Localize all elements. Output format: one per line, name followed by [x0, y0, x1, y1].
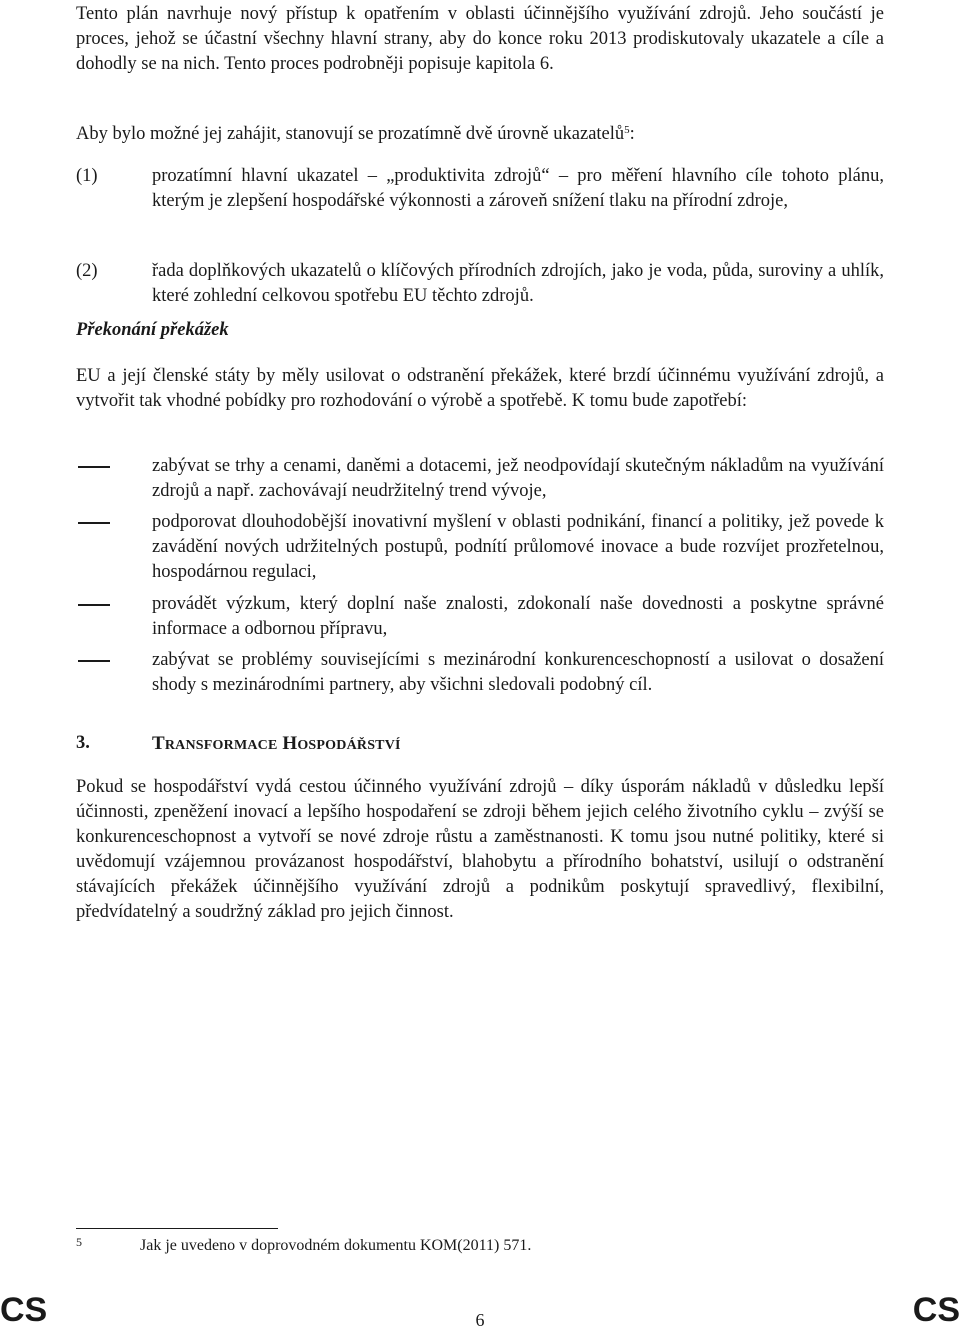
- footnote-number: 5: [76, 1235, 82, 1249]
- footnote-text: Jak je uvedeno v doprovodném dokumentu KOM(2011) 571.: [140, 1237, 532, 1254]
- barriers-heading: Překonání překážek: [76, 320, 229, 340]
- bullet-text: zabývat se trhy a cenami, daněmi a dotacemi, jež neodpovídají skutečným nákladům na využívání zdrojů a např. zachovávají neudržitelný trend vývoje,: [152, 456, 884, 501]
- intro-paragraph: Tento plán navrhuje nový přístup k opatřením v oblasti účinnějšího využívání zdrojů. Jeho součástí je proces, jehož se účastní všechny hlavní strany, aby do konce roku 2013 prodiskutovaly ukazatele a cíle a dohodly se na nich. Tento proces podrobněji popisuje kapitola 6.: [76, 4, 884, 74]
- numbered-item-label: (2): [76, 261, 98, 281]
- bullet-text: provádět výzkum, který doplní naše znalosti, zdokonalí naše dovednosti a poskytne správné informace a odbornou přípravu,: [152, 594, 884, 639]
- section-title-cap: T: [152, 733, 165, 754]
- dash-bullet-icon: [78, 522, 110, 524]
- bullet-text: podporovat dlouhodobější inovativní myšlení v oblasti podnikání, financí a politiky, jež povede k zavádění nových udržitelných postupů, podnítí průlomové inovace a bude rozvíjet prozřetelnou, hospodárnou regulaci,: [152, 512, 884, 582]
- footnote-separator: [76, 1228, 278, 1229]
- indicators-intro-suffix: :: [629, 124, 635, 144]
- section-paragraph: Pokud se hospodářství vydá cestou účinného využívání zdrojů – díky úsporám nákladů v důsledku lepší účinnosti, zpeněžení inovací a lepšího hospodaření se zdroji během jejich celého životního cyklu – zvýší se konkurenceschopnost a vytvoří se nové zdroje růstu a zaměstnanosti. K tomu jsou nutné politiky, které si uvědomují vzájemnou provázanost hospodářství, blahobytu a přírodního bohatství, usilují o odstranění stávajících překážek účinnějšího využívání zdrojů a podnikům poskytují spravedlivý, flexibilní, předvídatelný a soudržný základ pro jejich činnost.: [76, 777, 884, 922]
- numbered-item-text: prozatímní hlavní ukazatel – „produktivita zdrojů“ – pro měření hlavního cíle tohoto plánu, kterým je zlepšení hospodářské výkonnosti a zároveň snížení tlaku na přírodní zdroje,: [152, 166, 884, 211]
- footer-language-left: CS: [0, 1291, 48, 1329]
- section-title-cap: H: [282, 733, 298, 754]
- section-number: 3.: [76, 733, 90, 753]
- section-title-rest: OSPODÁŘSTVÍ: [297, 738, 401, 753]
- section-title: [152, 731, 401, 758]
- bullet-text: zabývat se problémy souvisejícími s mezinárodní konkurenceschopností a usilovat o dosažení shody s mezinárodními partnery, aby všichni sledovali podobný cíl.: [152, 650, 884, 695]
- section-title-rest: RANSFORMACE: [164, 738, 278, 753]
- barriers-paragraph: EU a její členské státy by měly usilovat o odstranění překážek, které brzdí účinnému využívání zdrojů, a vytvořit tak vhodné pobídky pro rozhodování o výrobě a spotřebě. K tomu bude zapotřebí:: [76, 366, 884, 411]
- footer-language-right: CS: [912, 1291, 960, 1329]
- footnote-reference: 5: [624, 124, 630, 136]
- numbered-item-text: řada doplňkových ukazatelů o klíčových přírodních zdrojích, jako je voda, půda, suroviny a uhlík, které zohlední celkovou spotřebu EU těchto zdrojů.: [152, 261, 884, 306]
- dash-bullet-icon: [78, 660, 110, 662]
- dash-bullet-icon: [78, 604, 110, 606]
- indicators-intro: [76, 122, 884, 147]
- indicators-intro-text: Aby bylo možné jej zahájit, stanovují se prozatímně dvě úrovně ukazatelů: [76, 124, 625, 144]
- numbered-item-label: (1): [76, 166, 98, 186]
- dash-bullet-icon: [78, 466, 110, 468]
- page-number: 6: [475, 1310, 485, 1330]
